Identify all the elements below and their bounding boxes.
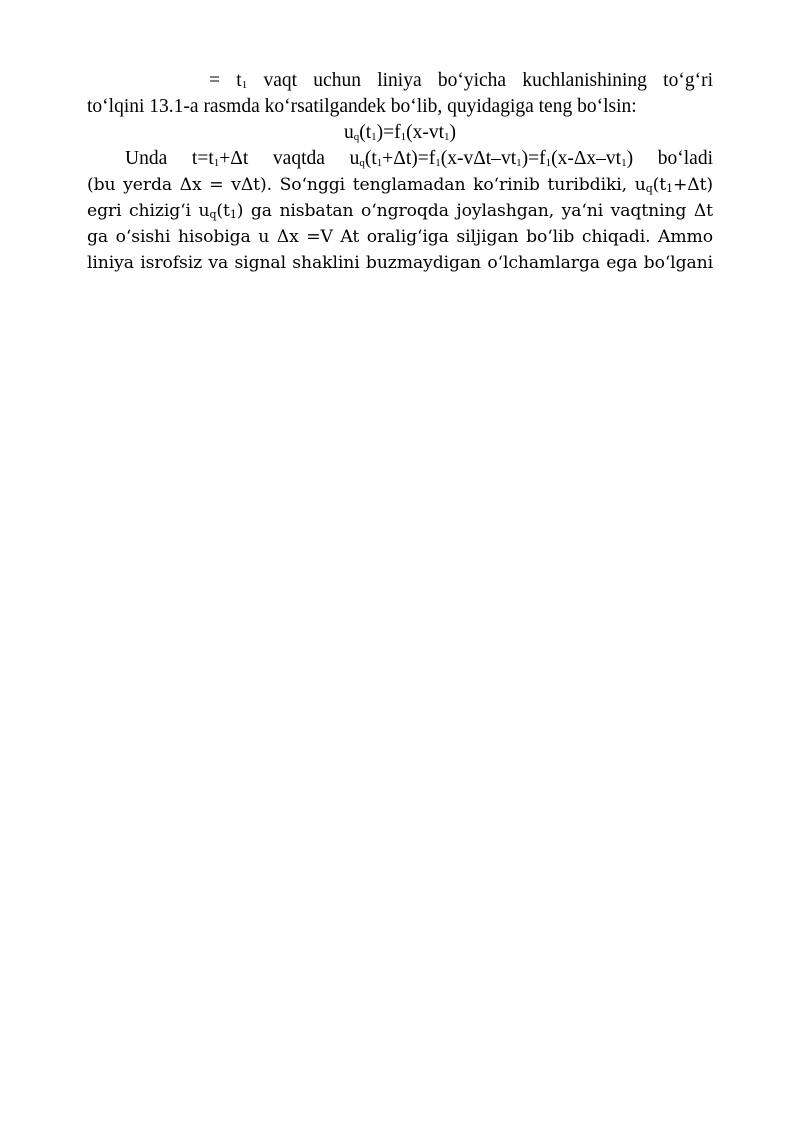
formula-part: ) — [449, 122, 457, 143]
subscript: q — [209, 208, 217, 221]
text-fragment: (x-Δx–vt — [551, 148, 622, 169]
text-fragment: (bu yerda Δx = vΔt). So‘nggi tenglamadan ko‘rinib turibdiki, u — [87, 175, 646, 195]
text-line-5 — [87, 172, 713, 198]
subscript: 1 — [435, 157, 441, 169]
text-line-4 — [87, 146, 713, 172]
text-fragment: egri chizig‘i u — [87, 201, 210, 221]
text-fragment: +Δt)=f — [382, 148, 436, 169]
text-fragment: = t — [209, 70, 242, 91]
text-fragment: +Δt vaqtda u — [219, 148, 360, 169]
text-line-8: liniya isrofsiz va signal shaklini buzmaydigan o‘lchamlarga ega bo‘lgani — [87, 253, 713, 273]
formula-part: (t — [359, 122, 372, 143]
subscript: 1 — [376, 157, 383, 169]
text-fragment: )=f — [521, 148, 546, 169]
text-line-1 — [87, 68, 713, 94]
formula-part: u — [343, 122, 354, 143]
text-fragment: (x-vΔt–vt — [440, 148, 517, 169]
formula-line — [87, 120, 713, 146]
text-fragment: (t — [652, 175, 667, 195]
text-fragment: (t — [364, 148, 377, 169]
text-line-6 — [87, 198, 713, 224]
text-line-7: ga o‘sishi hisobiga u Δx =V At oralig‘iga siljigan bo‘lib chiqadi. Ammo — [87, 227, 713, 247]
subscript: 1 — [621, 157, 627, 169]
text-fragment: +Δt) — [672, 175, 713, 195]
document-page — [87, 68, 713, 276]
subscript: 1 — [241, 79, 248, 91]
subscript: q — [353, 131, 360, 143]
subscript: 1 — [371, 131, 377, 143]
subscript: q — [359, 157, 365, 169]
text-fragment: ) bo‘ladi — [626, 148, 714, 169]
subscript: 1 — [444, 131, 450, 143]
subscript: 1 — [213, 157, 220, 169]
formula-part: (x-vt — [406, 122, 445, 143]
subscript: 1 — [229, 208, 237, 221]
subscript: 1 — [400, 131, 407, 143]
subscript: 1 — [666, 182, 673, 195]
text-fragment: Unda t=t — [125, 148, 214, 169]
subscript: q — [645, 182, 653, 195]
text-line-2: to‘lqini 13.1-a rasmda ko‘rsatilgandek bo‘lib, quyidagiga teng bo‘lsin: — [87, 96, 637, 117]
text-fragment: vaqt uchun liniya bo‘yicha kuchlanishining to‘g‘ri — [247, 70, 713, 91]
text-fragment: (t — [216, 201, 230, 221]
text-fragment: ) ga nisbatan o‘ngroqda joylashgan, ya‘ni vaqtning Δt — [236, 201, 713, 221]
subscript: 1 — [545, 157, 552, 169]
subscript: 1 — [516, 157, 522, 169]
formula-part: )=f — [376, 122, 401, 143]
